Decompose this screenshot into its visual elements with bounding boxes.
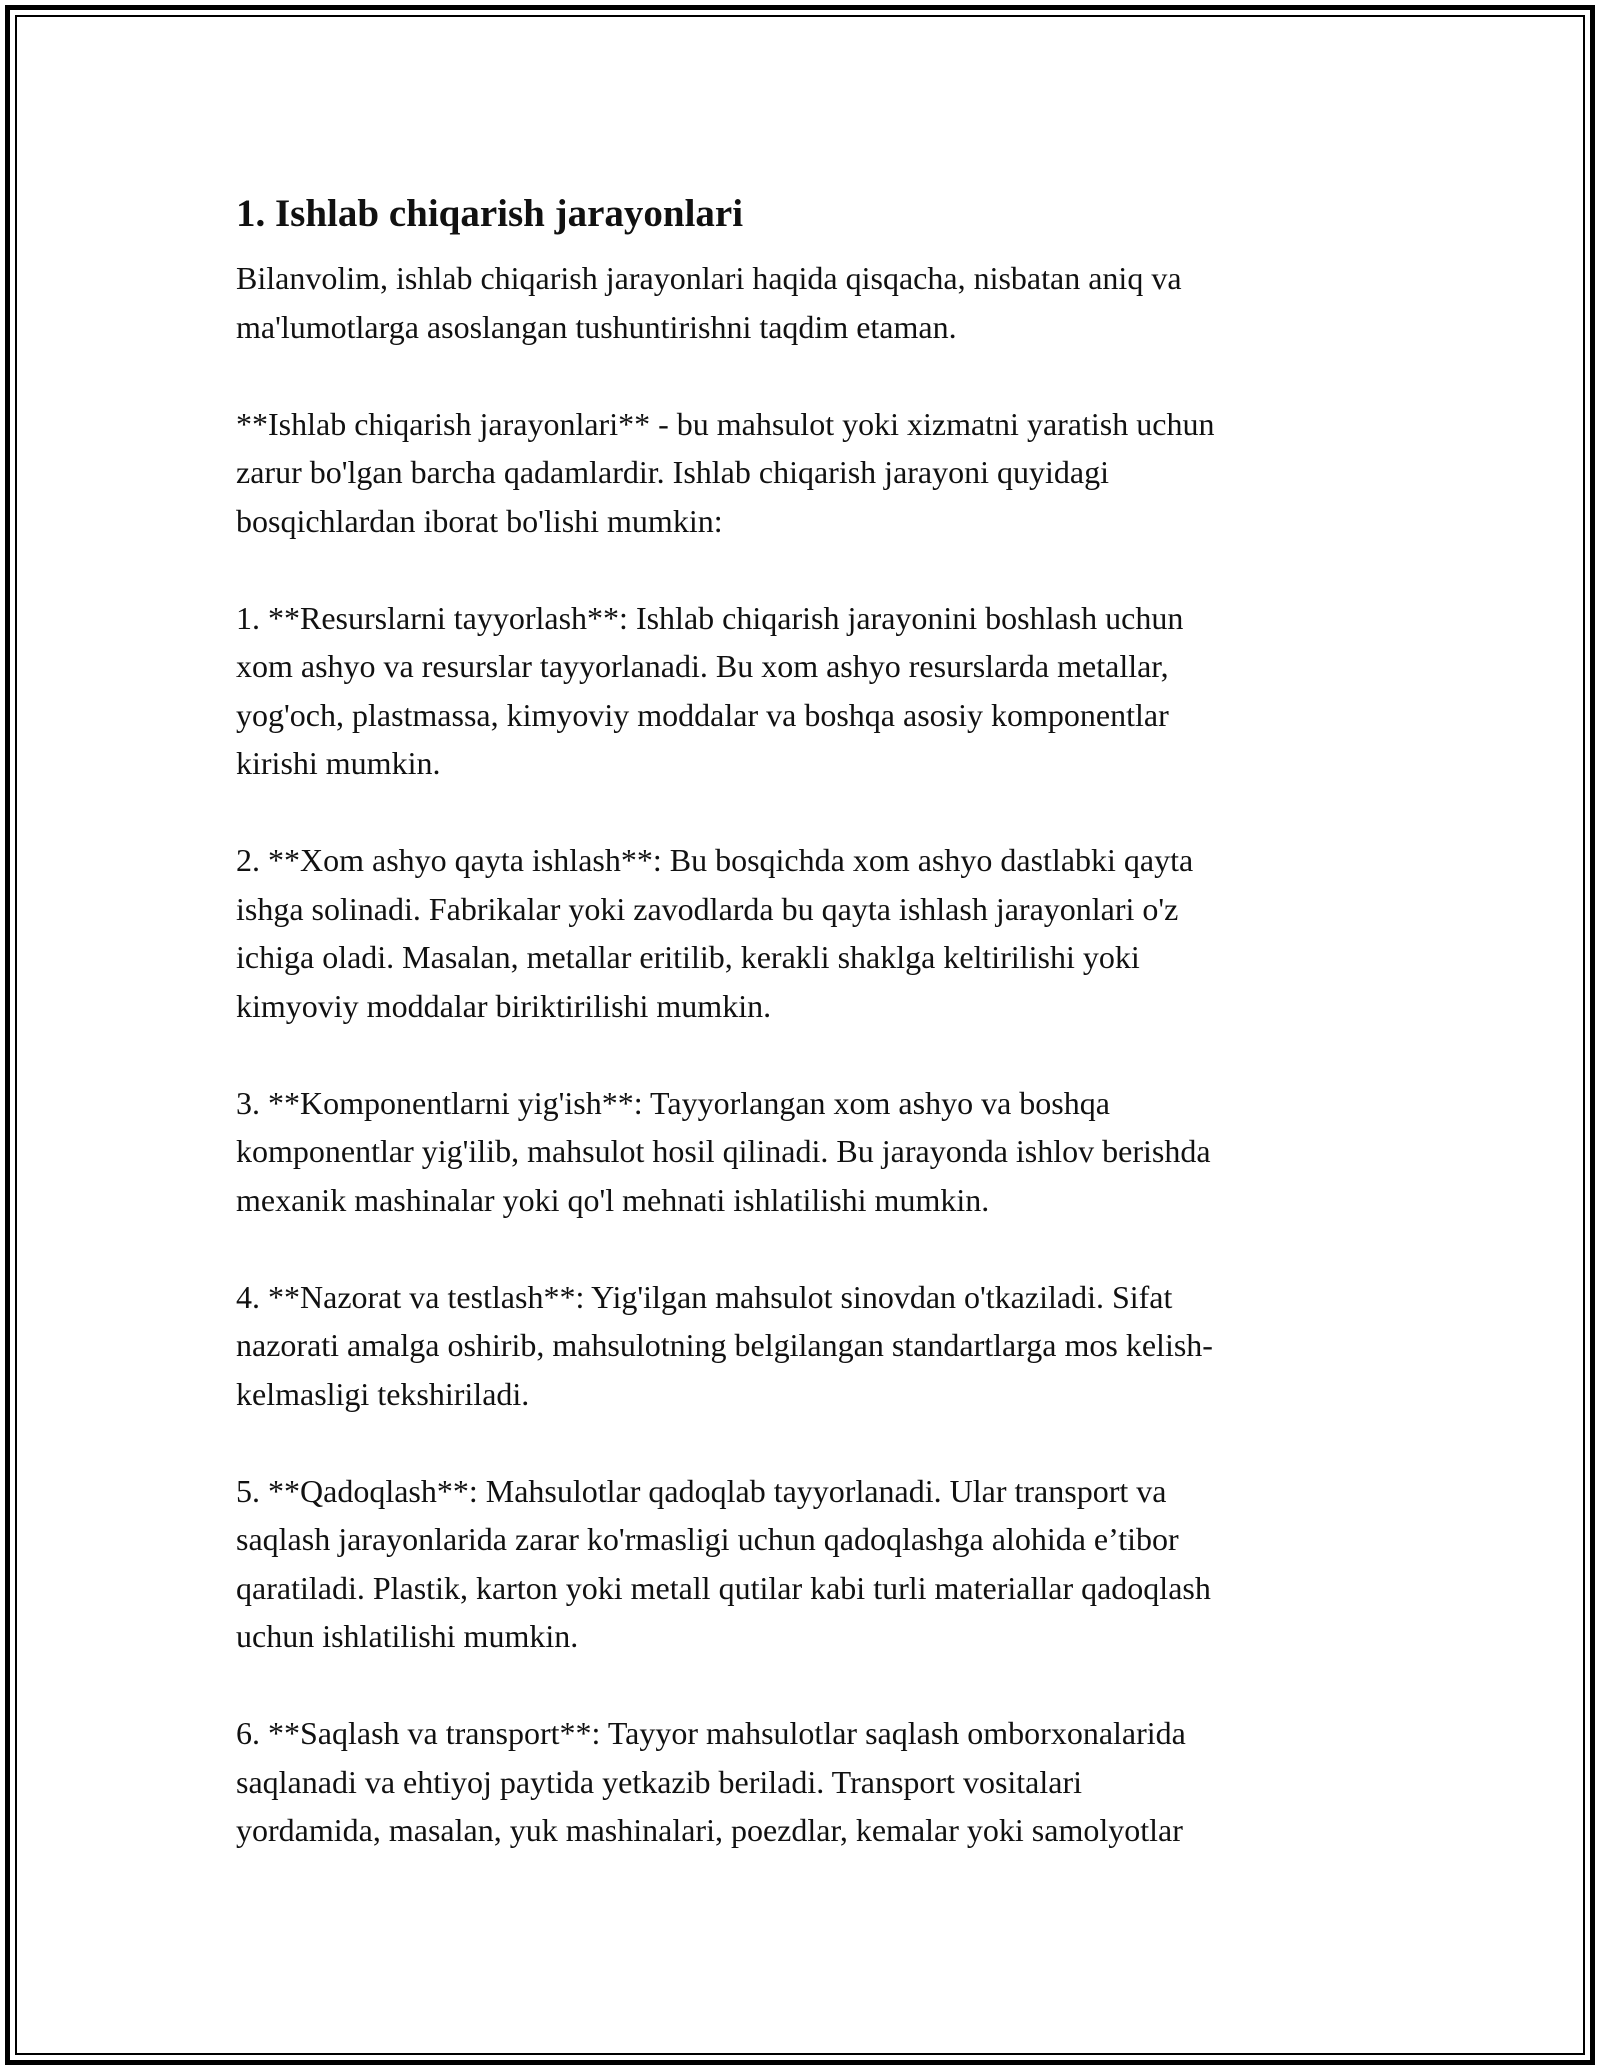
paragraph-step-3: 3. **Komponentlarni yig'ish**: Tayyorlangan xom ashyo va boshqa komponentlar yig'ilib, mahsulot hosil qilinadi. Bu jarayonda ishlov berishda mexanik mashinalar yoki qo'l mehnati ishlatilishi mumkin.: [236, 1084, 1211, 1218]
paragraph-step-1: 1. **Resurslarni tayyorlash**: Ishlab chiqarish jarayonini boshlash uchun xom ashyo va resurslar tayyorlanadi. Bu xom ashyo resurslarda metallar, yog'och, plastmassa, kimyoviy moddalar va boshqa asosiy komponentlar kirishi mumkin.: [236, 599, 1184, 781]
paragraph-step-4: 4. **Nazorat va testlash**: Yig'ilgan mahsulot sinovdan o'tkaziladi. Sifat nazorati amalga oshirib, mahsulotning belgilangan standartlarga mos kelish- kelmasligi tekshiriladi.: [236, 1278, 1213, 1412]
paragraph-step-6: 6. **Saqlash va transport**: Tayyor mahsulotlar saqlash omborxonalarida saqlanadi va ehtiyoj paytida yetkazib beriladi. Transport vositalari yordamida, masalan, yuk mashinalari, poezdlar, kemalar yoki samolyotlar: [236, 1715, 1186, 1848]
paragraph-intro: Bilanvolim, ishlab chiqarish jarayonlari haqida qisqacha, nisbatan aniq va ma'lumotlarga asoslangan tushuntirishni taqdim etaman.: [236, 260, 1182, 345]
paragraph-definition: **Ishlab chiqarish jarayonlari** - bu mahsulot yoki xizmatni yaratish uchun zarur bo'lgan barcha qadamlardir. Ishlab chiqarish jarayoni quyidagi bosqichlardan iborat bo'lishi mumkin:: [236, 405, 1215, 539]
document-title: 1. Ishlab chiqarish jarayonlari: [236, 192, 744, 235]
paragraph-step-5: 5. **Qadoqlash**: Mahsulotlar qadoqlab tayyorlanadi. Ular transport va saqlash jarayonlarida zarar ko'rmasligi uchun qadoqlashga alohida e’tibor qaratiladi. Plastik, karton yoki metall qutilar kabi turli materiallar qadoqlash uchun ishlatilishi mumkin.: [236, 1472, 1211, 1654]
paragraph-step-2: 2. **Xom ashyo qayta ishlash**: Bu bosqichda xom ashyo dastlabki qayta ishga solinadi. Fabrikalar yoki zavodlarda bu qayta ishlash jarayonlari o'z ichiga oladi. Masalan, metallar eritilib, kerakli shaklga keltirilishi yoki kimyoviy moddalar biriktirilishi mumkin.: [236, 842, 1194, 1024]
document-body: [236, 188, 1376, 1903]
